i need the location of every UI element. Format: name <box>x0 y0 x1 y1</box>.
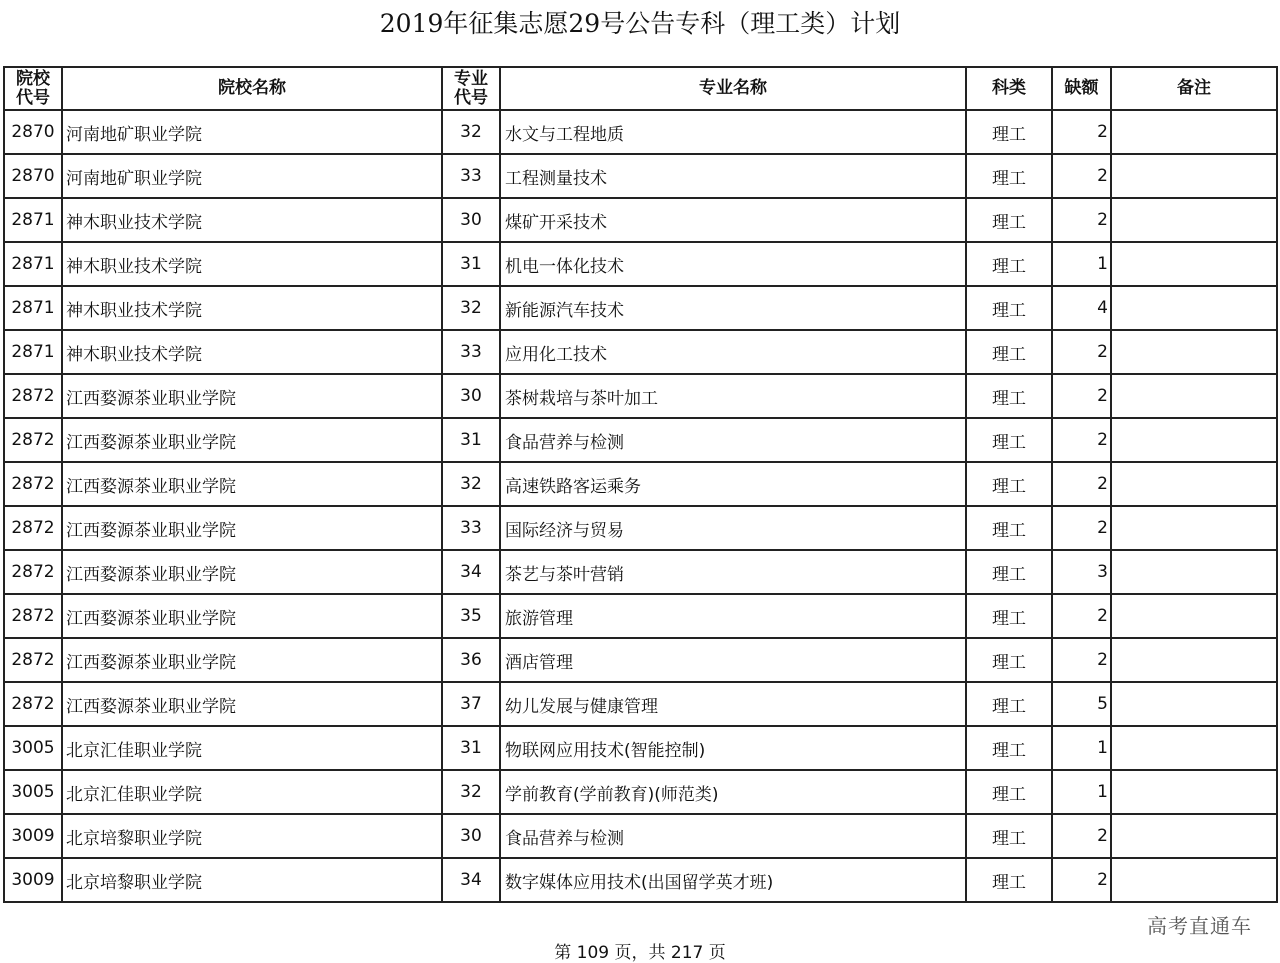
quota-cell: 5 <box>1052 682 1111 726</box>
note-cell <box>1111 770 1277 814</box>
quota-cell: 1 <box>1052 726 1111 770</box>
school-code-cell: 2871 <box>4 286 62 330</box>
major-name-cell: 水文与工程地质 <box>500 110 966 154</box>
category-cell: 理工 <box>966 726 1052 770</box>
major-name-cell: 国际经济与贸易 <box>500 506 966 550</box>
category-cell: 理工 <box>966 154 1052 198</box>
major-code-cell: 30 <box>442 814 500 858</box>
major-code-cell: 32 <box>442 110 500 154</box>
note-cell <box>1111 330 1277 374</box>
header-school-code: 院校代号 <box>4 67 62 110</box>
school-code-cell: 3005 <box>4 770 62 814</box>
table-row <box>4 198 1277 242</box>
category-cell: 理工 <box>966 638 1052 682</box>
quota-cell: 2 <box>1052 462 1111 506</box>
quota-cell: 2 <box>1052 594 1111 638</box>
table-row <box>4 594 1277 638</box>
category-cell: 理工 <box>966 550 1052 594</box>
note-cell <box>1111 858 1277 902</box>
page-footer: 第 109 页，共 217 页 <box>554 943 726 963</box>
major-code-cell: 31 <box>442 726 500 770</box>
note-cell <box>1111 506 1277 550</box>
major-name-cell: 高速铁路客运乘务 <box>500 462 966 506</box>
school-code-cell: 2872 <box>4 506 62 550</box>
major-name-cell: 茶树栽培与茶叶加工 <box>500 374 966 418</box>
table-row <box>4 682 1277 726</box>
table-header-row <box>4 67 1277 110</box>
school-name-cell: 北京培黎职业学院 <box>62 814 442 858</box>
major-name-cell: 幼儿发展与健康管理 <box>500 682 966 726</box>
table-row <box>4 770 1277 814</box>
school-code-cell: 2872 <box>4 550 62 594</box>
table-row <box>4 110 1277 154</box>
category-cell: 理工 <box>966 330 1052 374</box>
note-cell <box>1111 814 1277 858</box>
table-row <box>4 286 1277 330</box>
table-row <box>4 814 1277 858</box>
school-code-cell: 2871 <box>4 242 62 286</box>
major-code-cell: 37 <box>442 682 500 726</box>
watermark: 高考直通车 <box>1147 914 1252 938</box>
category-cell: 理工 <box>966 286 1052 330</box>
school-name-cell: 河南地矿职业学院 <box>62 154 442 198</box>
header-category: 科类 <box>966 67 1052 110</box>
school-name-cell: 江西婺源茶业职业学院 <box>62 374 442 418</box>
note-cell <box>1111 154 1277 198</box>
category-cell: 理工 <box>966 814 1052 858</box>
quota-cell: 2 <box>1052 110 1111 154</box>
major-code-cell: 36 <box>442 638 500 682</box>
major-code-cell: 32 <box>442 462 500 506</box>
school-code-cell: 2872 <box>4 374 62 418</box>
quota-cell: 1 <box>1052 770 1111 814</box>
school-name-cell: 神木职业技术学院 <box>62 330 442 374</box>
major-code-cell: 32 <box>442 770 500 814</box>
school-name-cell: 神木职业技术学院 <box>62 286 442 330</box>
school-name-cell: 江西婺源茶业职业学院 <box>62 506 442 550</box>
category-cell: 理工 <box>966 110 1052 154</box>
note-cell <box>1111 594 1277 638</box>
note-cell <box>1111 638 1277 682</box>
table-row <box>4 154 1277 198</box>
school-name-cell: 北京培黎职业学院 <box>62 858 442 902</box>
note-cell <box>1111 242 1277 286</box>
school-code-cell: 3005 <box>4 726 62 770</box>
major-code-cell: 32 <box>442 286 500 330</box>
header-major-name: 专业名称 <box>500 67 966 110</box>
major-name-cell: 酒店管理 <box>500 638 966 682</box>
note-cell <box>1111 550 1277 594</box>
major-name-cell: 机电一体化技术 <box>500 242 966 286</box>
major-name-cell: 工程测量技术 <box>500 154 966 198</box>
note-cell <box>1111 110 1277 154</box>
category-cell: 理工 <box>966 682 1052 726</box>
header-major-code: 专业代号 <box>442 67 500 110</box>
header-quota: 缺额 <box>1052 67 1111 110</box>
note-cell <box>1111 374 1277 418</box>
header-school-name: 院校名称 <box>62 67 442 110</box>
table-row <box>4 374 1277 418</box>
major-code-cell: 34 <box>442 858 500 902</box>
major-name-cell: 物联网应用技术(智能控制) <box>500 726 966 770</box>
school-code-cell: 3009 <box>4 858 62 902</box>
major-name-cell: 煤矿开采技术 <box>500 198 966 242</box>
school-name-cell: 北京汇佳职业学院 <box>62 726 442 770</box>
table-row <box>4 550 1277 594</box>
school-name-cell: 江西婺源茶业职业学院 <box>62 418 442 462</box>
school-name-cell: 江西婺源茶业职业学院 <box>62 550 442 594</box>
quota-cell: 1 <box>1052 242 1111 286</box>
note-cell <box>1111 198 1277 242</box>
quota-cell: 2 <box>1052 506 1111 550</box>
table-row <box>4 506 1277 550</box>
school-name-cell: 江西婺源茶业职业学院 <box>62 682 442 726</box>
school-name-cell: 北京汇佳职业学院 <box>62 770 442 814</box>
quota-cell: 2 <box>1052 814 1111 858</box>
major-code-cell: 30 <box>442 198 500 242</box>
table-row <box>4 638 1277 682</box>
school-name-cell: 河南地矿职业学院 <box>62 110 442 154</box>
major-code-cell: 33 <box>442 154 500 198</box>
school-name-cell: 江西婺源茶业职业学院 <box>62 638 442 682</box>
major-code-cell: 34 <box>442 550 500 594</box>
table-row <box>4 330 1277 374</box>
quota-cell: 2 <box>1052 418 1111 462</box>
table-row <box>4 418 1277 462</box>
category-cell: 理工 <box>966 242 1052 286</box>
school-code-cell: 3009 <box>4 814 62 858</box>
quota-cell: 2 <box>1052 374 1111 418</box>
category-cell: 理工 <box>966 418 1052 462</box>
category-cell: 理工 <box>966 374 1052 418</box>
note-cell <box>1111 286 1277 330</box>
quota-cell: 2 <box>1052 858 1111 902</box>
category-cell: 理工 <box>966 858 1052 902</box>
major-name-cell: 食品营养与检测 <box>500 418 966 462</box>
note-cell <box>1111 726 1277 770</box>
major-name-cell: 应用化工技术 <box>500 330 966 374</box>
quota-cell: 4 <box>1052 286 1111 330</box>
table-row <box>4 242 1277 286</box>
table-row <box>4 858 1277 902</box>
school-name-cell: 江西婺源茶业职业学院 <box>62 594 442 638</box>
school-name-cell: 神木职业技术学院 <box>62 242 442 286</box>
category-cell: 理工 <box>966 198 1052 242</box>
school-code-cell: 2872 <box>4 682 62 726</box>
school-code-cell: 2870 <box>4 154 62 198</box>
page-title: 2019年征集志愿29号公告专科（理工类）计划 <box>379 9 901 38</box>
major-code-cell: 31 <box>442 418 500 462</box>
major-name-cell: 茶艺与茶叶营销 <box>500 550 966 594</box>
major-code-cell: 35 <box>442 594 500 638</box>
note-cell <box>1111 462 1277 506</box>
major-name-cell: 新能源汽车技术 <box>500 286 966 330</box>
major-code-cell: 31 <box>442 242 500 286</box>
major-name-cell: 旅游管理 <box>500 594 966 638</box>
school-name-cell: 江西婺源茶业职业学院 <box>62 462 442 506</box>
major-name-cell: 数字媒体应用技术(出国留学英才班) <box>500 858 966 902</box>
school-code-cell: 2872 <box>4 594 62 638</box>
enrollment-plan-table <box>3 66 1278 903</box>
quota-cell: 2 <box>1052 154 1111 198</box>
major-code-cell: 30 <box>442 374 500 418</box>
major-name-cell: 食品营养与检测 <box>500 814 966 858</box>
quota-cell: 2 <box>1052 198 1111 242</box>
category-cell: 理工 <box>966 506 1052 550</box>
table-row <box>4 726 1277 770</box>
school-code-cell: 2871 <box>4 198 62 242</box>
table-row <box>4 462 1277 506</box>
school-name-cell: 神木职业技术学院 <box>62 198 442 242</box>
major-name-cell: 学前教育(学前教育)(师范类) <box>500 770 966 814</box>
header-note: 备注 <box>1111 67 1277 110</box>
category-cell: 理工 <box>966 462 1052 506</box>
major-code-cell: 33 <box>442 506 500 550</box>
quota-cell: 2 <box>1052 330 1111 374</box>
major-code-cell: 33 <box>442 330 500 374</box>
note-cell <box>1111 682 1277 726</box>
note-cell <box>1111 418 1277 462</box>
category-cell: 理工 <box>966 770 1052 814</box>
school-code-cell: 2870 <box>4 110 62 154</box>
school-code-cell: 2871 <box>4 330 62 374</box>
quota-cell: 3 <box>1052 550 1111 594</box>
school-code-cell: 2872 <box>4 418 62 462</box>
quota-cell: 2 <box>1052 638 1111 682</box>
category-cell: 理工 <box>966 594 1052 638</box>
school-code-cell: 2872 <box>4 638 62 682</box>
school-code-cell: 2872 <box>4 462 62 506</box>
